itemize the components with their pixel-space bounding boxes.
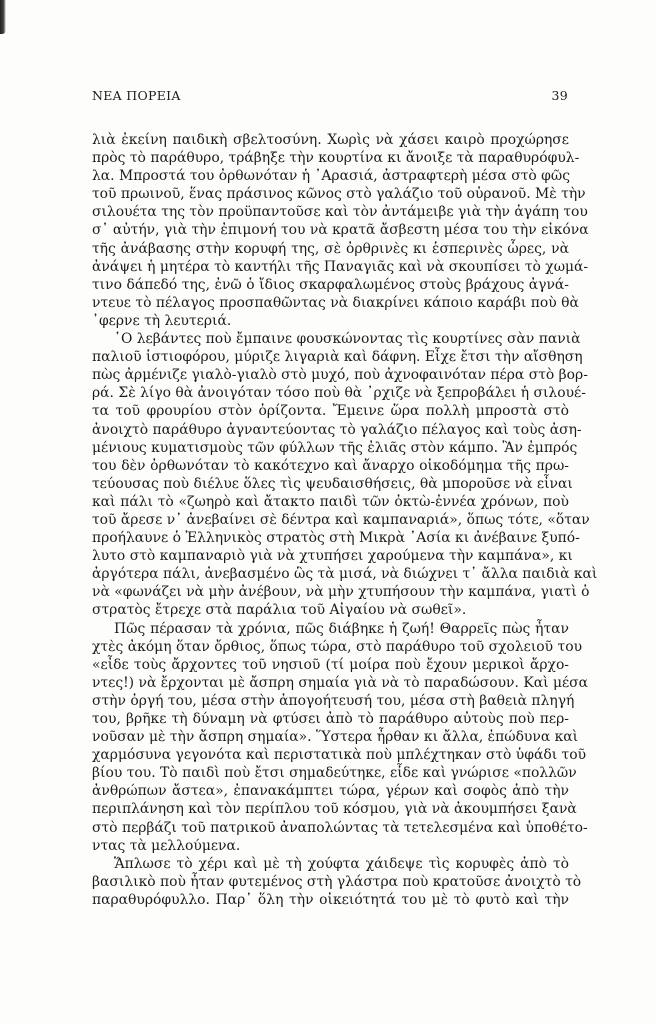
text-line: τεύουσας ποὺ διέλυε ὅλες τὶς ψευδαισθήσεις, θὰ μποροῦσε νὰ εἶναι <box>92 475 573 492</box>
scan-edge-mark <box>0 0 6 34</box>
text-line: παλιοῦ ἱστιοφόρου, μύριζε λιγαριὰ καὶ δάφνη. Εἶχε ἔτσι τὴν αἴσθηση <box>92 349 583 366</box>
text-line: τοῦ πρωινοῦ, ἕνας πράσινος κῶνος στὸ γαλάζιο τοῦ οὐρανοῦ. Μὲ τὴν <box>92 186 586 203</box>
text-line: τοῦ ἄρεσε ν᾽ ἀνεβαίνει σὲ δέντρα καὶ καμπαναριά», ὅπως τότε, «ὅταν <box>92 511 590 528</box>
text-line: Ἅπλωσε τὸ χέρι καὶ μὲ τὴ χούφτα χάιδεψε τὶς κορυφὲς ἀπὸ τὸ <box>114 855 569 872</box>
text-line: νοῦσαν μὲ τὴν ἄσπρη σημαία». Ὕστερα ἦρθαν κι ἄλλα, ἐπώδυνα καὶ <box>92 729 579 746</box>
text-line: στρατὸς ἔτρεχε στὰ παράλια τοῦ Αἰγαίου νὰ σωθεῖ». <box>92 602 467 619</box>
text-line: μένιους κυματισμοὺς τῶν φύλλων τῆς ἐλιᾶς στὸν κάμπο. Ἂν ἐμπρός <box>92 439 578 456</box>
text-line: περιπλάνηση καὶ τὸν περίπλου τοῦ κόσμου, γιὰ νὰ ἀκουμπήσει ξανὰ <box>92 801 577 818</box>
text-line: ῾Ο λεβάντες ποὺ ἔμπαινε φουσκώνοντας τὶς κουρτίνες σὰν πανιὰ <box>114 331 581 348</box>
running-title: ΝΕΑ ΠΟΡΕΙΑ <box>92 88 181 103</box>
text-line: ἀνάψει ἡ μητέρα τὸ καντήλι τῆς Παναγιᾶς καὶ νὰ σκουπίσει τὸ χωμά- <box>92 258 589 275</box>
text-line: τινο δάπεδό της, ἐνῶ ὁ ἴδιος σκαρφαλωμένος στοὺς βράχους ἀγνά- <box>92 276 569 293</box>
text-line: σ᾽ αὐτήν, γιὰ τὴν ἐπιμονή του νὰ κρατᾶ ἄσβεστη μέσα του τὴν εἰκόνα <box>92 222 589 239</box>
text-line: παραθυρόφυλλο. Παρ᾽ ὅλη τὴν οἰκειότητά του μὲ τὸ φυτὸ καὶ τὴν <box>92 891 569 908</box>
text-line: βίου του. Τὸ παιδὶ ποὺ ἔτσι σημαδεύτηκε, εἶδε καὶ γνώρισε «πολλῶν <box>92 765 577 782</box>
paragraph <box>92 330 598 620</box>
text-line: τῆς ἀνάβασης στὴν κορυφή της, σὲ ὀρθρινὲς κι ἑσπερινὲς ὧρες, νὰ <box>92 240 569 257</box>
text-line: λιὰ ἐκείνη παιδικὴ σβελτοσύνη. Χωρὶς νὰ χάσει καιρὸ προχώρησε <box>92 132 569 148</box>
text-line: πὼς ἀρμένιζε γιαλὸ-γιαλὸ στὸ μυχό, ποὺ ἀχνοφαινόταν πέρα στὸ βορ- <box>92 367 588 384</box>
text-line: προήλαυνε ὁ Ἑλληνικὸς στρατὸς στὴ Μικρὰ ᾽Ασία κι ἀνέβαινε ξυπό- <box>92 530 580 547</box>
text-line: ντες!) νὰ ἔρχονται μὲ ἄσπρη σημαία γιὰ νὰ τὸ παραδώσουν. Καὶ μέσα <box>92 674 589 691</box>
body-text <box>92 131 598 909</box>
text-line: ἀργότερα πάλι, ἀνεβασμένο ὣς τὰ μισά, νὰ διώχνει τ᾽ ἄλλα παιδιὰ καὶ <box>92 566 598 583</box>
text-line: ρά. Σὲ λίγο θὰ ἀνοιγόταν τόσο ποὺ θὰ ᾽ρχιζε νὰ ξεπροβάλει ἡ σιλουέ- <box>92 385 586 402</box>
text-line: χαρμόσυνα γεγονότα καὶ περιστατικὰ ποὺ μπλέχτηκαν στὸ ὑφάδι τοῦ <box>92 747 587 764</box>
text-line: ᾽φερνε τὴ λευτεριά. <box>92 312 232 329</box>
text-line: καὶ πάλι τὸ «ζωηρὸ καὶ ἄτακτο παιδὶ τῶν ὀκτὼ-ἐννέα χρόνων, ποὺ <box>92 493 569 510</box>
text-line: Πῶς πέρασαν τὰ χρόνια, πῶς διάβηκε ἡ ζωή! Θαρρεῖς πὼς ἦταν <box>114 620 569 637</box>
text-line: ντευε τὸ πέλαγος προσπαθῶντας νὰ διακρίνει κάποιο καράβι ποὺ θὰ <box>92 294 579 311</box>
text-line: ἀνοιχτὸ παράθυρο ἀγναντεύοντας τὸ γαλάζιο πέλαγος καὶ τοὺς ἀση- <box>92 421 582 438</box>
text-line: του δὲν ὀρθωνόταν τὸ κακότεχνο καὶ ἄναρχο οἰκοδόμημα τῆς πρω- <box>92 457 569 474</box>
text-line: βασιλικὸ ποὺ ἦταν φυτεμένος στὴ γλάστρα ποὺ κρατοῦσε ἀνοιχτὸ τὸ <box>92 873 582 890</box>
paragraph <box>92 620 589 855</box>
text-line: λα. Μπροστά του ὀρθωνόταν ἡ ᾽Αρασιά, ἀστραφτερὴ μέσα στὸ φῶς <box>92 168 570 185</box>
paragraph <box>92 855 582 909</box>
page-number: 39 <box>551 88 568 103</box>
text-line: νὰ «φωνάζει νὰ μὴν ἀνέβουν, νὰ μὴν χτυπήσουν τὴν καμπάνα, γιατὶ ὁ <box>92 584 590 601</box>
paragraph <box>92 131 589 330</box>
text-line: στὸ περβάζι τοῦ πατρικοῦ ἀναπολώντας τὰ τετελεσμένα καὶ ὑποθέτο- <box>92 819 588 836</box>
text-line: τα τοῦ φρουρίου στὸν ὁρίζοντα. Ἔμεινε ὥρα πολλὴ μπροστὰ στὸ <box>92 403 569 420</box>
text-line: στὴν ὀργή του, μέσα στὴν ἀπογοήτευσή του, μέσα στὴ βαθειὰ πληγή <box>92 692 575 709</box>
text-line: του, βρῆκε τὴ δύναμη νὰ φτύσει ἀπὸ τὸ παράθυρο αὐτοὺς ποὺ περ- <box>92 711 569 727</box>
text-line: σιλουέτα της τὸν προϋπαντοῦσε καὶ τὸν ἀντάμειβε γιὰ τὴν ἀγάπη του <box>92 204 588 221</box>
text-line: ἀνθρώπων ἄστεα», ἐπανακάμπτει τώρα, γέρων καὶ σοφὸς ἀπὸ τὴν <box>92 783 569 800</box>
running-head <box>92 88 568 106</box>
text-line: «εἶδε τοὺς ἄρχοντες τοῦ νησιοῦ (τί μοίρα ποὺ ἔχουν μερικοὶ ἄρχο- <box>92 656 569 673</box>
text-line: ντας τὰ μελλούμενα. <box>92 837 241 854</box>
text-line: λυτο στὸ καμπαναριὸ γιὰ νὰ χτυπήσει χαρούμενα τὴν καμπάνα», κι <box>92 548 573 565</box>
text-line: πρὸς τὸ παράθυρο, τράβηξε τὴν κουρτίνα κι ἄνοιξε τὰ παραθυρόφυλ- <box>92 150 580 167</box>
text-line: χτὲς ἀκόμη ὅταν ὄρθιος, ὅπως τώρα, στὸ παράθυρο τοῦ σχολειοῦ του <box>92 638 583 655</box>
